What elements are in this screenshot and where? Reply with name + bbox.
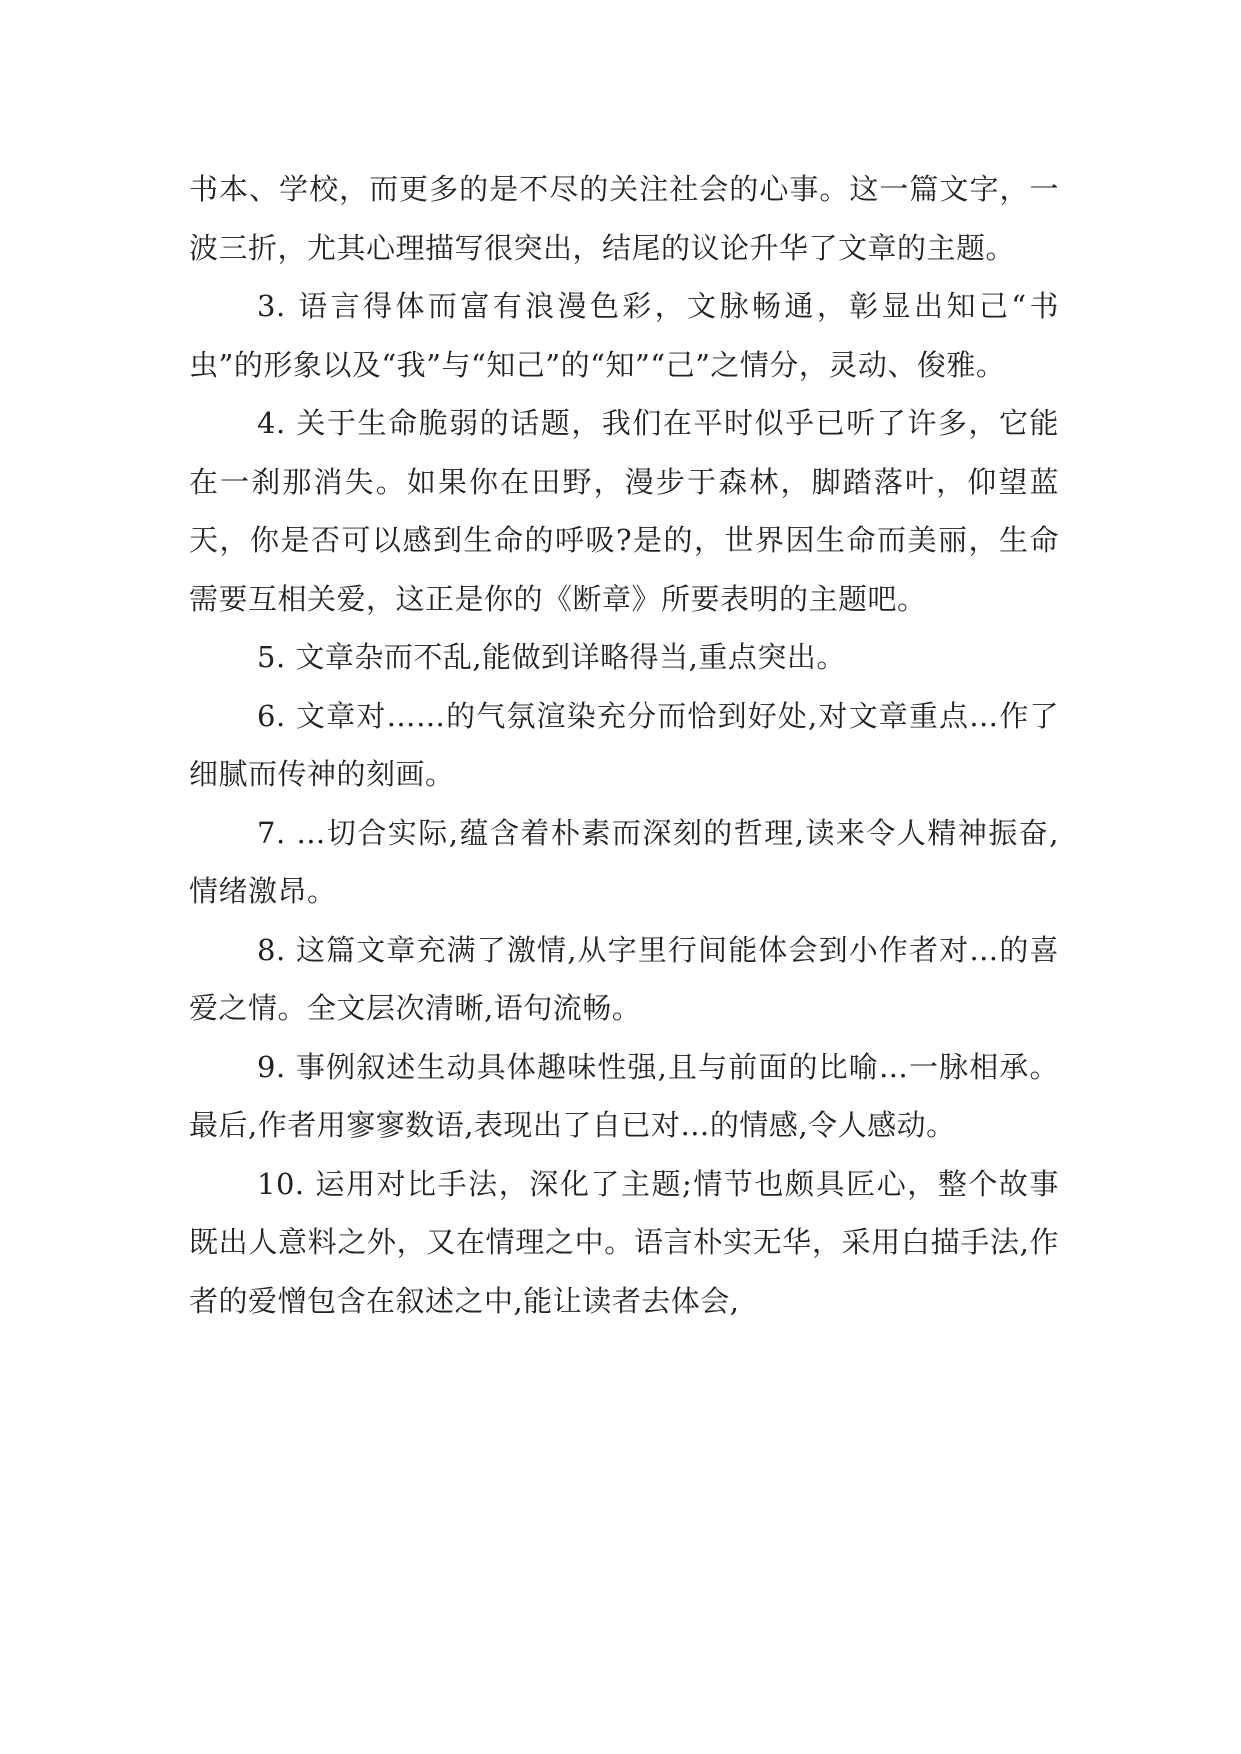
paragraph-3: 3. 语言得体而富有浪漫色彩，文脉畅通，彰显出知己“书虫”的形象以及“我”与“知己”的“知”“己”之情分，灵动、俊雅。 (189, 289, 1059, 382)
paragraph-9: 9. 事例叙述生动具体趣味性强,且与前面的比喻…一脉相承。最后,作者用寥寥数语,表现出了自已对…的情感,令人感动。 (189, 1049, 1059, 1142)
paragraph-7: 7. …切合实际,蕴含着朴素而深刻的哲理,读来令人精神振奋,情绪激昂。 (189, 815, 1059, 908)
paragraph-10: 10. 运用对比手法，深化了主题;情节也颇具匠心，整个故事既出人意料之外，又在情理之中。语言朴实无华，采用白描手法,作者的爱憎包含在叙述之中,能让读者去体会, (189, 1166, 1059, 1318)
paragraph-continuation: 书本、学校，而更多的是不尽的关注社会的心事。这一篇文字，一波三折，尤其心理描写很突出，结尾的议论升华了文章的主题。 (189, 172, 1059, 265)
paragraph-5: 5. 文章杂而不乱,能做到详略得当,重点突出。 (257, 640, 846, 674)
paragraph-8: 8. 这篇文章充满了激情,从字里行间能体会到小作者对…的喜爱之情。全文层次清晰,语句流畅。 (189, 932, 1059, 1025)
paragraph-4: 4. 关于生命脆弱的话题，我们在平时似乎已听了许多，它能在一刹那消失。如果你在田野，漫步于森林，脚踏落叶，仰望蓝天，你是否可以感到生命的呼吸?是的，世界因生命而美丽，生命需要互相关爱，这正是你的《断章》所要表明的主题吧。 (189, 406, 1059, 616)
paragraph-6: 6. 文章对……的气氛渲染充分而恰到好处,对文章重点…作了细腻而传神的刻画。 (189, 698, 1059, 791)
document-body (189, 160, 1059, 1330)
